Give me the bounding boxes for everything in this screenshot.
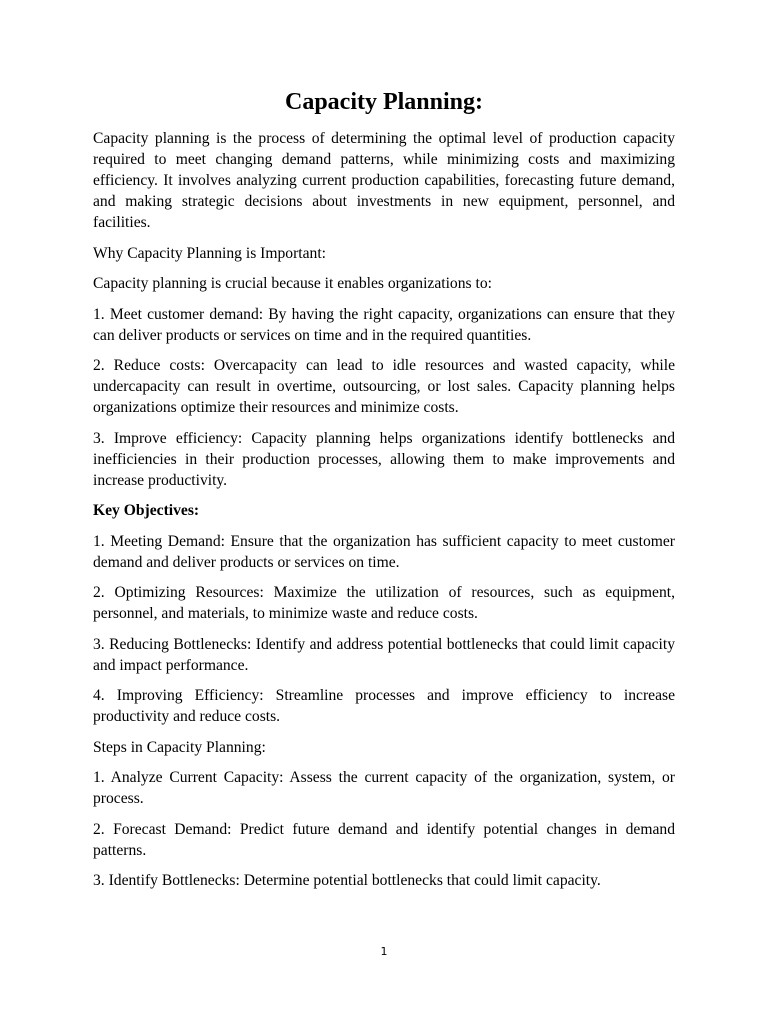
document-body	[93, 128, 675, 901]
list-item: 4. Improving Efficiency: Streamline processes and improve efficiency to increase productivity and reduce costs.	[93, 687, 675, 725]
page-number: 1	[380, 945, 388, 958]
page-title: Capacity Planning:	[284, 89, 484, 115]
list-item: 3. Improve efficiency: Capacity planning helps organizations identify bottlenecks and inefficiencies in their production processes, allowing them to make improvements and increase productivity.	[93, 429, 675, 489]
list-item: 2. Forecast Demand: Predict future demand and identify potential changes in demand patterns.	[93, 820, 675, 859]
section-heading-steps: Steps in Capacity Planning:	[93, 738, 266, 756]
list-item: 3. Identify Bottlenecks: Determine potential bottlenecks that could limit capacity.	[93, 872, 601, 889]
list-item: 1. Analyze Current Capacity: Assess the current capacity of the organization, system, or process.	[93, 769, 675, 807]
section-heading-importance: Why Capacity Planning is Important:	[93, 244, 327, 262]
list-item: 2. Optimizing Resources: Maximize the utilization of resources, such as equipment, personnel, and materials, to minimize waste and reduce costs.	[93, 584, 675, 622]
section-heading-key-objectives: Key Objectives:	[93, 502, 200, 519]
list-item: 3. Reducing Bottlenecks: Identify and address potential bottlenecks that could limit capacity and impact performance.	[93, 635, 675, 674]
intro-paragraph: Capacity planning is the process of determining the optimal level of production capacity required to meet changing demand patterns, while minimizing costs and maximizing efficiency. It involves analyzing current production capabilities, forecasting future demand, and making strategic decisions about investments in new equipment, personnel, and facilities.	[93, 130, 675, 231]
list-item: 1. Meeting Demand: Ensure that the organization has sufficient capacity to meet customer demand and deliver products or services on time.	[93, 532, 675, 571]
list-item: 1. Meet customer demand: By having the right capacity, organizations can ensure that they can deliver products or services on time and in the required quantities.	[93, 305, 675, 344]
paragraph: Capacity planning is crucial because it enables organizations to:	[93, 275, 492, 292]
list-item: 2. Reduce costs: Overcapacity can lead to idle resources and wasted capacity, while undercapacity can result in overtime, outsourcing, or lost sales. Capacity planning helps organizations optimize their resources and minimize costs.	[93, 357, 675, 416]
